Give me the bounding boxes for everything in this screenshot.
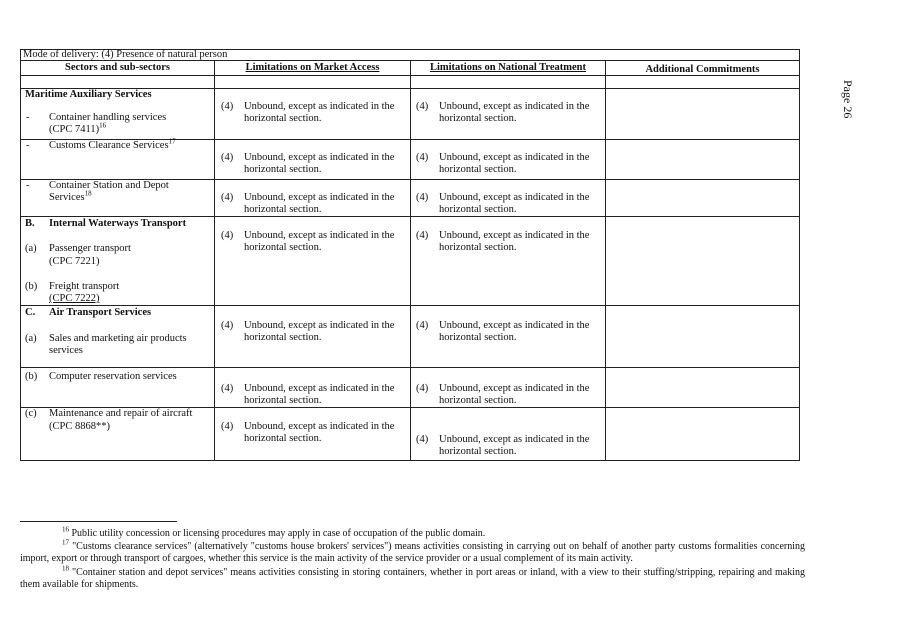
row-divider-4 [20, 305, 800, 306]
limitation-text: Unbound, except as indicated in the [244, 421, 395, 432]
section-c-letter: C. [25, 307, 36, 318]
limitation-text-2: horizontal section. [244, 332, 322, 343]
internal-waterways-title: Internal Waterways Transport [49, 218, 187, 229]
footnote-18-text: "Container station and depot services" means activities consisting in storing containers, whether in port areas or inland, with a view to their stuffing/stripping, repairing and making them available for shipments. [20, 567, 806, 590]
limitation-text: Unbound, except as indicated in the [439, 101, 590, 112]
container-station-label: Container Station and Depot [49, 180, 169, 191]
limitation-text-2: horizontal section. [244, 204, 322, 215]
footnote-ref-16: 16 [99, 121, 107, 130]
footnote-16 [20, 525, 805, 540]
mode-number: (4) [416, 434, 429, 445]
limitation-text-2: horizontal section. [244, 113, 322, 124]
passenger-transport-label: Passenger transport [49, 243, 131, 254]
limitation-text-2: horizontal section. [439, 204, 517, 215]
footnote-17-text: "Customs clearance services" (alternatively "customs house brokers' services") means activities consisting in carrying out on behalf of another party customs formalities concerning import, export or through transport of cargoes, whether this service is the main activity of the service provider or a usual complement of its main activity. [20, 541, 805, 564]
row-divider-3 [20, 216, 800, 217]
mode-number: (4) [221, 101, 234, 112]
computer-reservation-label: Computer reservation services [49, 371, 177, 382]
mode-number: (4) [416, 101, 429, 112]
limitation-text: Unbound, except as indicated in the [439, 320, 590, 331]
mode-number: (4) [221, 421, 234, 432]
passenger-transport-cpc: (CPC 7221) [49, 256, 100, 267]
limitation-text-2: horizontal section. [244, 433, 322, 444]
limitation-text-2: horizontal section. [439, 242, 517, 253]
limitation-text: Unbound, except as indicated in the [439, 434, 590, 445]
mode-number: (4) [221, 320, 234, 331]
footnote-separator [20, 521, 177, 522]
header-sectors: Sectors and sub-sectors [65, 62, 170, 73]
limitation-text-2: horizontal section. [244, 164, 322, 175]
item-marker-c: (c) [25, 408, 37, 419]
footnote-17 [20, 538, 805, 565]
limitation-text-2: horizontal section. [439, 446, 517, 457]
limitation-text: Unbound, except as indicated in the [244, 152, 395, 163]
container-handling-cpc: (CPC 7411)$^{16}$ [49, 121, 107, 135]
container-handling-label: Container handling services [49, 112, 167, 123]
list-dash: - [26, 140, 30, 151]
limitation-text: Unbound, except as indicated in the [244, 230, 395, 241]
mode-number: (4) [221, 152, 234, 163]
mode-number: (4) [416, 383, 429, 394]
footnote-ref-17: 17 [168, 137, 176, 146]
mode-number: (4) [416, 320, 429, 331]
mode-number: (4) [416, 192, 429, 203]
header-national-treatment: Limitations on National Treatment [429, 62, 587, 73]
limitation-text: Unbound, except as indicated in the [244, 101, 395, 112]
footnote-number-16: 16 [62, 525, 69, 534]
limitation-text: Unbound, except as indicated in the [439, 383, 590, 394]
mode-number: (4) [416, 230, 429, 241]
footnote-number-18: 18 [62, 564, 69, 573]
mode-of-delivery: Mode of delivery: (4) Presence of natural person [23, 49, 228, 60]
limitation-text: Unbound, except as indicated in the [439, 230, 590, 241]
limitation-text: Unbound, except as indicated in the [244, 320, 395, 331]
column-divider-1 [214, 60, 215, 461]
item-marker-a: (a) [25, 333, 37, 344]
header-market-access: Limitations on Market Access [245, 62, 380, 73]
freight-transport-label: Freight transport [49, 281, 120, 292]
table-left-border [20, 49, 21, 461]
limitation-text: Unbound, except as indicated in the [244, 192, 395, 203]
freight-transport-cpc: (CPC 7222) [49, 293, 100, 304]
limitation-text: Unbound, except as indicated in the [439, 152, 590, 163]
item-marker-a: (a) [25, 243, 37, 254]
footnote-ref-18: 18 [84, 189, 92, 198]
section-b-letter: B. [25, 218, 35, 229]
footnote-16-text: Public utility concession or licensing procedures may apply in case of occupation of the public domain. [71, 528, 486, 539]
list-dash: - [26, 112, 30, 123]
limitation-text: Unbound, except as indicated in the [439, 192, 590, 203]
list-dash: - [26, 180, 30, 191]
maritime-auxiliary-title: Maritime Auxiliary Services [25, 89, 152, 100]
air-transport-title: Air Transport Services [49, 307, 152, 318]
item-marker-b: (b) [25, 371, 38, 382]
table-right-border [799, 49, 800, 461]
limitation-text-2: horizontal section. [244, 242, 322, 253]
row-divider-5 [20, 367, 800, 368]
page-number: Page 26 [841, 80, 855, 119]
limitation-text-2: horizontal section. [439, 332, 517, 343]
container-station-label-2: Services$^{18}$ [49, 189, 92, 203]
limitation-text-2: horizontal section. [439, 113, 517, 124]
aircraft-maintenance-cpc: (CPC 8868**) [49, 421, 110, 432]
limitation-text: Unbound, except as indicated in the [244, 383, 395, 394]
customs-clearance-label: Customs Clearance Services$^{17}$ [49, 137, 176, 151]
footnote-18 [20, 564, 806, 591]
mode-number: (4) [221, 192, 234, 203]
sales-marketing-label-2: services [49, 345, 83, 356]
mode-number: (4) [416, 152, 429, 163]
limitation-text-2: horizontal section. [244, 395, 322, 406]
column-divider-3 [605, 60, 606, 461]
sales-marketing-label: Sales and marketing air products [49, 333, 187, 344]
header-additional-commitments: Additional Commitments [645, 64, 760, 75]
mode-number: (4) [221, 383, 234, 394]
limitation-text-2: horizontal section. [439, 395, 517, 406]
footnote-number-17: 17 [62, 538, 69, 547]
item-marker-b: (b) [25, 281, 38, 292]
aircraft-maintenance-label: Maintenance and repair of aircraft [49, 408, 193, 419]
limitation-text-2: horizontal section. [439, 164, 517, 175]
mode-number: (4) [221, 230, 234, 241]
column-divider-2 [410, 60, 411, 461]
